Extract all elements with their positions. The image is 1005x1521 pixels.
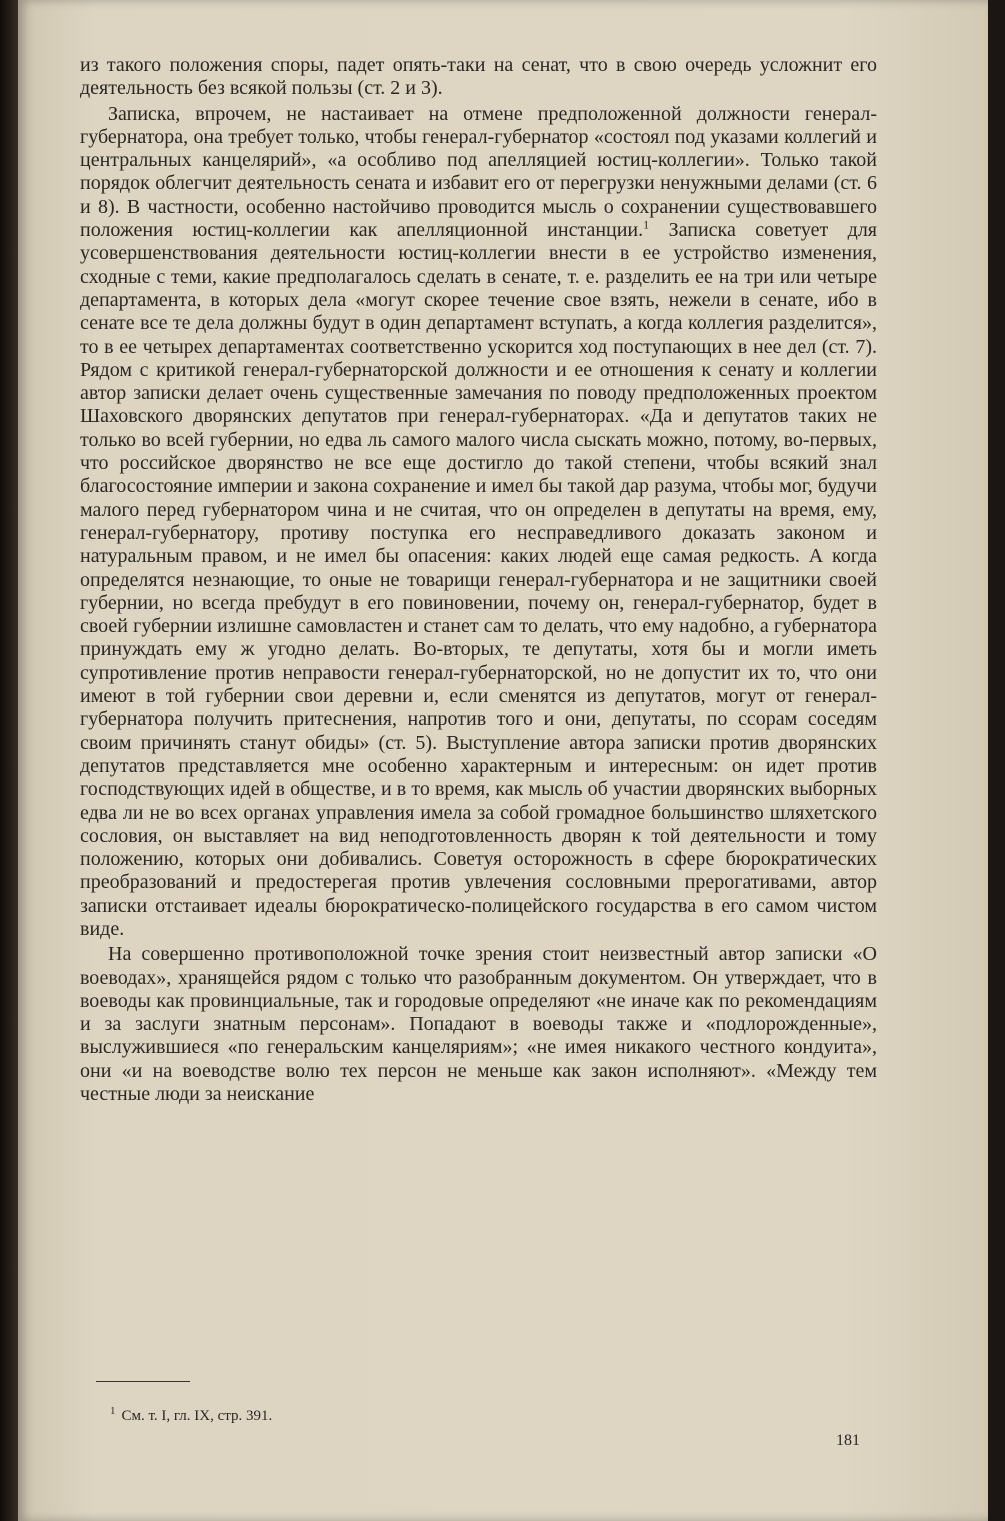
- footnote: [110, 1406, 710, 1426]
- body-text: [80, 54, 877, 1106]
- book-page: [18, 0, 988, 1521]
- footnote-reference: 1: [643, 217, 650, 232]
- footnote-text: См. т. I, гл. IX, стр. 391.: [121, 1408, 273, 1424]
- footnote-divider: [96, 1381, 190, 1382]
- book-gutter: [0, 0, 18, 1521]
- paragraph-text: Записка, впрочем, не настаивает на отмене предположенной должности генерал-губернатора, она требует только, чтобы генерал-губернатор «состоял под указами коллегий и центральных канцелярий», «а особливо под апелляцией юстиц-коллегии». Только такой порядок облегчит деятельность сената и избавит его от перегрузки ненужными делами (ст. 6 и 8). В частности, особенно настойчиво проводится мысль о сохранении существовавшего положения юстиц-коллегии как апелляционной инстанции.: [80, 102, 877, 242]
- paragraph-notes-on-governor-general: [80, 103, 877, 942]
- footnote-marker: 1: [110, 1405, 116, 1417]
- paragraph-continuation: из такого положения споры, падет опять-таки на сенат, что в свою очередь усложнит его деятельность без всякой пользы (ст. 2 и 3).: [80, 54, 877, 100]
- page-number: 181: [836, 1432, 860, 1449]
- paragraph-about-voevodas: На совершенно противоположной точке зрения стоит неизвестный автор записки «О воеводах», хранящейся рядом с только что разобранным документом. Он утверждает, что в воеводы как провинциальные, так и городовые определяют «не иначе как по рекомендациям и за заслуги знатным персонам». Попадают в воеводы также и «подлорожденные», выслужившиеся «по генеральским канцеляриям»; «не имея никакого честного кондуита», они «и на воеводстве волю тех персон не меньше как закон исполняют». «Между тем честные люди за неискание: [80, 943, 877, 1106]
- paragraph-text-continued: Записка советует для усовершенствования деятельности юстиц-коллегии внести в ее устройство изменения, сходные с теми, какие предполагалось сделать в сенате, т. е. разделить ее на три или четыре департамента, в которых дела «могут скорее течение свое взять, нежели в сенате, ибо в сенате все те дела должны будут в один департамент вступать, а когда коллегия разделится», то в ее четырех департаментах соответственно ускорится ход поступающих в нее дел (ст. 7). Рядом с критикой генерал-губернаторской должности и ее отношения к сенату и коллегии автор записки делает очень существенные замечания по поводу предположенных проектом Шаховского дворянских депутатов при генерал-губернаторах. «Да и депутатов таких не только во всей губернии, но едва ль самого малого числа сыскать можно, потому, во-первых, что российское дворянство не все еще достигло до такой степени, чтобы всякий знал благосостояние империи и закона сохранение и имел бы такой дар разума, чтобы мог, будучи малого перед губернатором чина и не считая, что он определен в депутаты на время, ему, генерал-губернатору, противу поступка его несправедливого доказать законом и натуральным правом, и не имел бы опасения: каких людей еще самая редкость. А когда определятся незнающие, то оные не товарищи генерал-губернатора и не защитники своей губернии, но всегда пребудут в его повиновении, почему он, генерал-губернатор, будет в своей губернии излишне самовластен и станет сам то делать, что ему надобно, а губернатора принуждать ему ж угодно делать. Во-вторых, те депутаты, хотя бы и могли иметь супротивление против неправости генерал-губернаторской, но не допустит их то, что они имеют в той губернии свои деревни и, если сменятся из депутатов, могут от генерал-губернатора получить притеснения, напротив того и они, депутаты, по ссорам соседям своим причинять станут обиды» (ст. 5). Выступление автора записки против дворянских депутатов представляется мне особенно характерным и интересным: он идет против господствующих идей в обществе, и в то время, как мысль об участии дворянских выборных едва ли не во всех органах управления имела за собой громадное большинство шляхетского сословия, он выставляет на вид неподготовленность дворян к той деятельности и тому положению, которых они добивались. Советуя осторожность в сфере бюрократических преобразований и предостерегая против увлечения сословными прерогативами, автор записки отстаивает идеалы бюрократическо-полицейского государства в его самом чистом виде.: [80, 219, 877, 940]
